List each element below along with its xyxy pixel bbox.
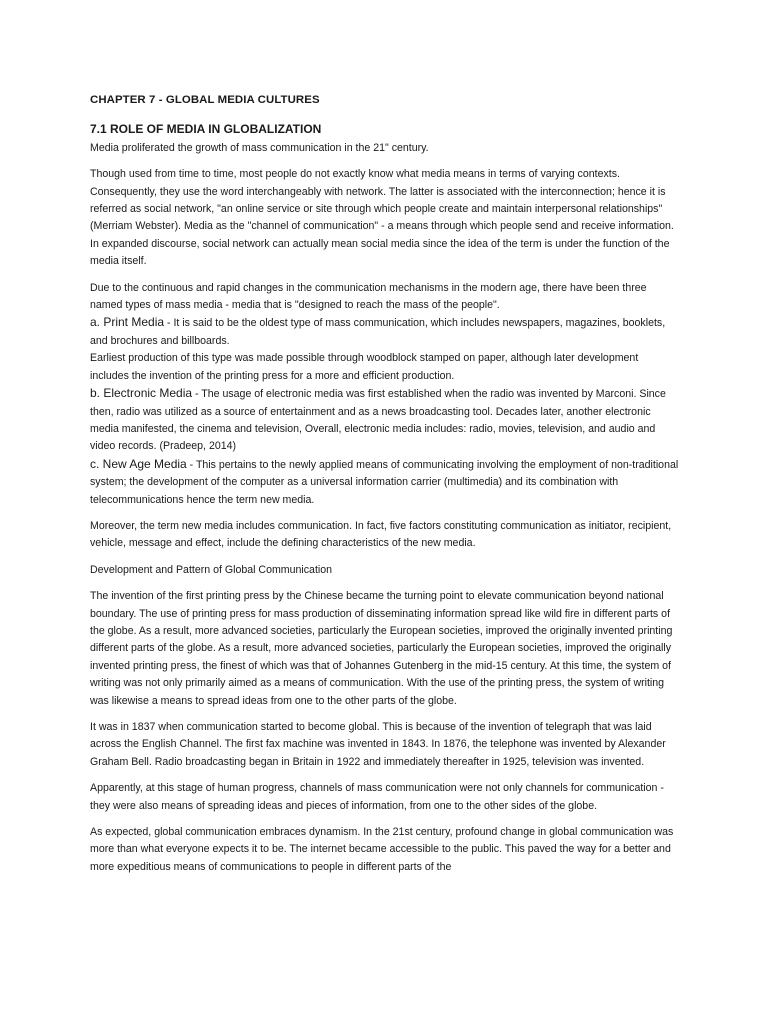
document-page [90,92,680,885]
media-definition-paragraph: Though used from time to time, most people do not exactly know what media means in terms of varying contexts. Consequently, they use the word interchangeably with network. The latter is associated with the interconnection; hence it is referred as social network, "an online service or site through which people create and maintain interpersonal relationships" (Merriam Webster). Media as the "channel of communication" - a means through which people send and receive information. In expanded discourse, social network can actually mean social media since the idea of the term is under the function of the media itself. [90,168,674,268]
intro-paragraph: Media proliferated the growth of mass communication in the 21" century. [90,141,429,154]
electronic-media-text: - The usage of electronic media was first established when the radio was invented by Marconi. Since then, radio was utilized as a source of entertainment and as a news broadcasting tool. Decades later, another electronic media manifested, the cinema and television, Overall, electronic media includes: radio, movies, television, and audio and video records. (Pradeep, 2014) [90,388,666,453]
electronic-media-heading: b. Electronic Media [90,386,193,401]
new-age-media-item [90,456,680,509]
types-intro-paragraph: Due to the continuous and rapid changes in the communication mechanisms in the modern age, there have been three named types of mass media - media that is "designed to reach the mass of the people". [90,281,647,312]
section-title: 7.1 ROLE OF MEDIA IN GLOBALIZATION [90,122,322,137]
print-media-note: Earliest production of this type was made possible through woodblock stamped on paper, although later development includes the invention of the printing press for a more and efficient production. [90,352,639,382]
chapter-title: CHAPTER 7 - GLOBAL MEDIA CULTURES [90,94,320,106]
new-age-media-heading: c. New Age Media [90,456,187,471]
new-media-paragraph: Moreover, the term new media includes communication. In fact, five factors constituting communication as initiator, recipient, vehicle, message and effect, include the defining characteristics of the new media. [90,519,672,550]
print-media-item [90,314,680,350]
print-media-heading: a. Print Media [90,315,165,330]
telegraph-paragraph: It was in 1837 when communication started to become global. This is because of the invention of telegraph that was laid across the English Channel. The first fax machine was invented in 1843. In 1876, the telephone was invented by Alexander Graham Bell. Radio broadcasting began in Britain in 1922 and immediately thereafter in 1925, television was invented. [90,721,666,768]
new-age-media-text: - This pertains to the newly applied means of communicating involving the employment of non-traditional system; the development of the computer as a universal information carrier (multimedia) and its combination with telecommunications hence the term new media. [90,458,679,506]
electronic-media-item [90,385,680,456]
print-media-text: - It is said to be the oldest type of mass communication, which includes newspapers, magazines, booklets, and brochures and billboards. [90,317,666,347]
mass-communication-paragraph: Apparently, at this stage of human progress, channels of mass communication were not only channels for communication - they were also means of spreading ideas and pieces of information, from one to the other sides of the globe. [90,782,664,812]
printing-press-paragraph: The invention of the first printing press by the Chinese became the turning point to elevate communication beyond national boundary. The use of printing press for mass production of disseminating information spread like wild fire in different parts of the globe. As a result, more advanced societies, particularly the European societies, improved the originally invented printing different parts of the globe. As a result, more advanced societies, particularly the European societies, improved the originally invented printing press, the finest of which was that of Johannes Gutenberg in the mid-15 century. At this time, the system of writing was not only primarily aimed as a means of communication. With the use of the printing press, the system of writing was likewise a means to spread ideas from one to the other parts of the globe. [90,590,673,707]
dynamism-paragraph: As expected, global communication embraces dynamism. In the 21st century, profound change in global communication was more than what everyone expects it to be. The internet became accessible to the public. This paved the way for a better and more expeditious means of communications to people in different parts of the [90,826,674,873]
subheading-global-communication: Development and Pattern of Global Communication [90,563,333,576]
